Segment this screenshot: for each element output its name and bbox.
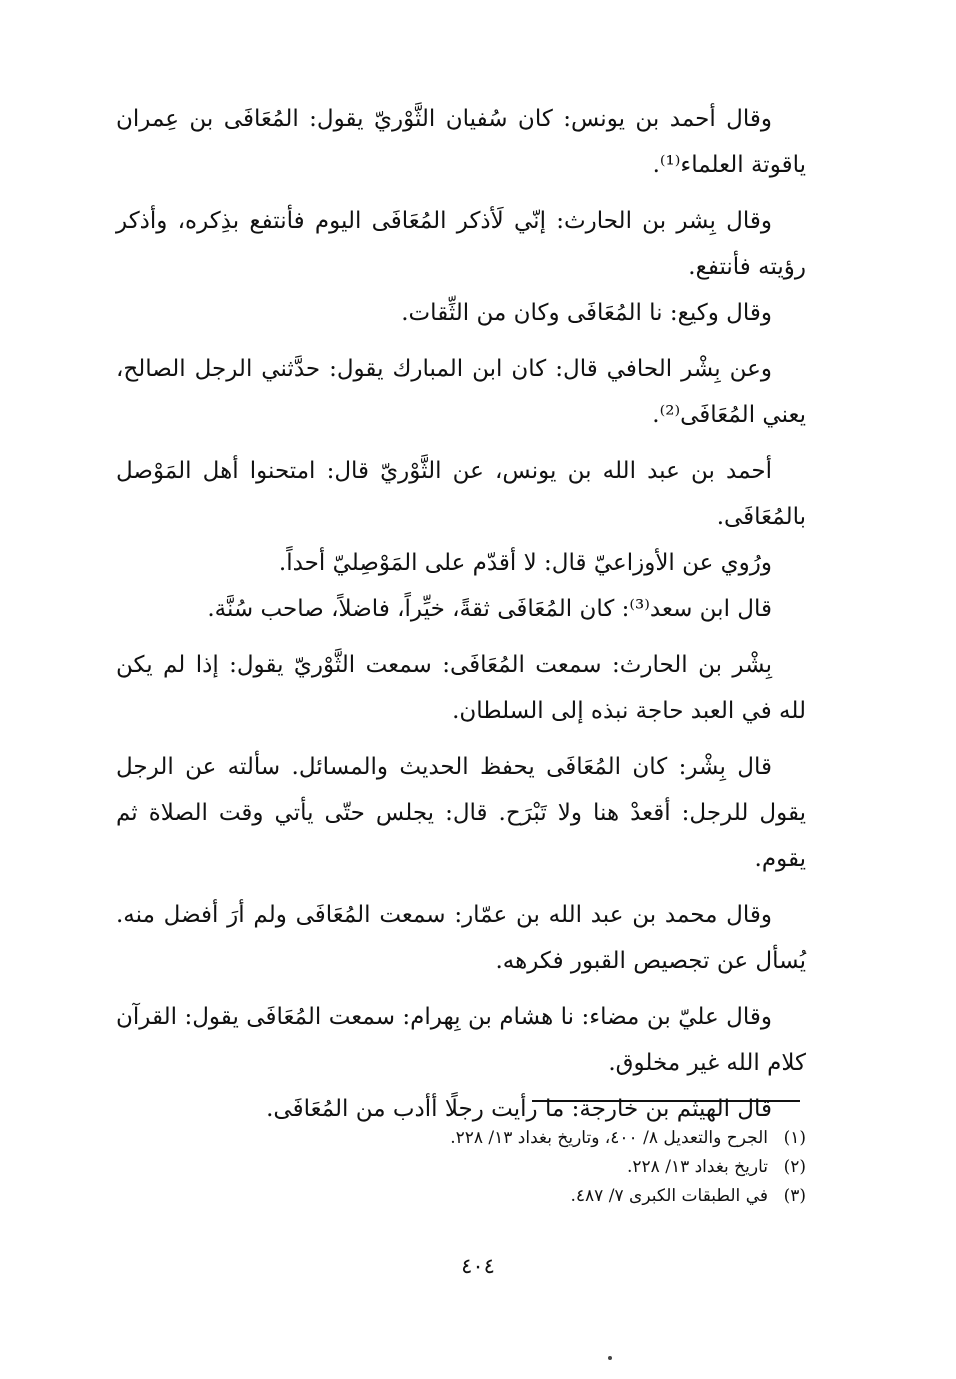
paragraph-ali-ibn-mada: وقال عليّ بن مضاء: نا هشام بن بِهرام: سمعت المُعَافَى يقول: القرآن كلام الله غير مخلوق.	[116, 1004, 806, 1076]
footnote-text: في الطبقات الكبرى ٧/ ٤٨٧.	[570, 1186, 768, 1206]
footnote-item	[116, 1153, 806, 1182]
footnote-item	[116, 1182, 806, 1211]
footnote-number: (١)	[783, 1128, 806, 1148]
paragraph-muhammad-ibn-ammar: وقال محمد بن عبد الله بن عمّار: سمعت المُعَافَى ولم أرَ أفضل منه. يُسأل عن تجصيص القبور فكرهه.	[116, 902, 806, 974]
page-number: ٤٠٤	[461, 1254, 495, 1278]
footnote-text: الجرح والتعديل ٨/ ٤٠٠، وتاريخ بغداد ١٣/ ٢٢٨.	[450, 1128, 768, 1148]
scan-speck	[608, 1356, 612, 1360]
footnote-number: (٢)	[783, 1157, 806, 1177]
paragraph-bishr-ibn-al-harith: وقال بِشر بن الحارث: إنّي لَأذكر المُعَافَى اليوم فأنتفع بذِكره، وأذكر رؤيته فأنتفع.	[116, 208, 806, 280]
footnote-divider	[532, 1100, 800, 1102]
footnote-item	[116, 1124, 806, 1153]
footnotes	[116, 1124, 806, 1211]
paragraph-al-awzai: ورُوي عن الأوزاعيّ قال: لا أقدّم على المَوْصِليّ أحداً.	[278, 550, 772, 576]
paragraph-bishr-hadith: قال بِشْر: كان المُعَافَى يحفظ الحديث والمسائل. سألته عن الرجل يقول للرجل: أقعدْ هنا ولا تَبْرَح. قال: يجلس حتّى يأتي وقت الصلاة ثم يقوم.	[116, 754, 806, 872]
paragraph-al-haytham: قال الهيثم بن خارجة: ما رأيت رجلًا أأدب من المُعَافَى.	[266, 1096, 772, 1122]
paragraph-ibn-saad: قال ابن سعد⁽³⁾: كان المُعَافَى ثقةً، خيِّراً، فاضلاً، صاحب سُنَّة.	[207, 596, 772, 622]
paragraph-bishr-sultan: بِشْر بن الحارث: سمعت المُعَافَى: سمعت الثَّوْريّ يقول: إذا لم يكن لله في العبد حاجة نبذه إلى السلطان.	[116, 652, 806, 724]
paragraph-ahmad-ibn-abdullah: أحمد بن عبد الله بن يونس، عن الثَّوْريّ قال: امتحنوا أهل المَوْصل بالمُعَافَى.	[116, 458, 806, 530]
paragraph-waki: وقال وكيع: نا المُعَافَى وكان من الثِّقات.	[401, 300, 772, 326]
footnote-text: تاريخ بغداد ١٣/ ٢٢٨.	[626, 1157, 768, 1177]
paragraph-ahmad-ibn-yunus: وقال أحمد بن يونس: كان سُفيان الثَّوْريّ يقول: المُعَافَى بن عِمران ياقوتة العلماء⁽¹⁾.	[116, 106, 806, 178]
footnote-number: (٣)	[783, 1186, 806, 1206]
page-body	[116, 96, 806, 1142]
paragraph-bishr-al-hafi: وعن بِشْر الحافي قال: كان ابن المبارك يقول: حدَّثني الرجل الصالح، يعني المُعَافَى⁽²⁾.	[116, 356, 806, 428]
